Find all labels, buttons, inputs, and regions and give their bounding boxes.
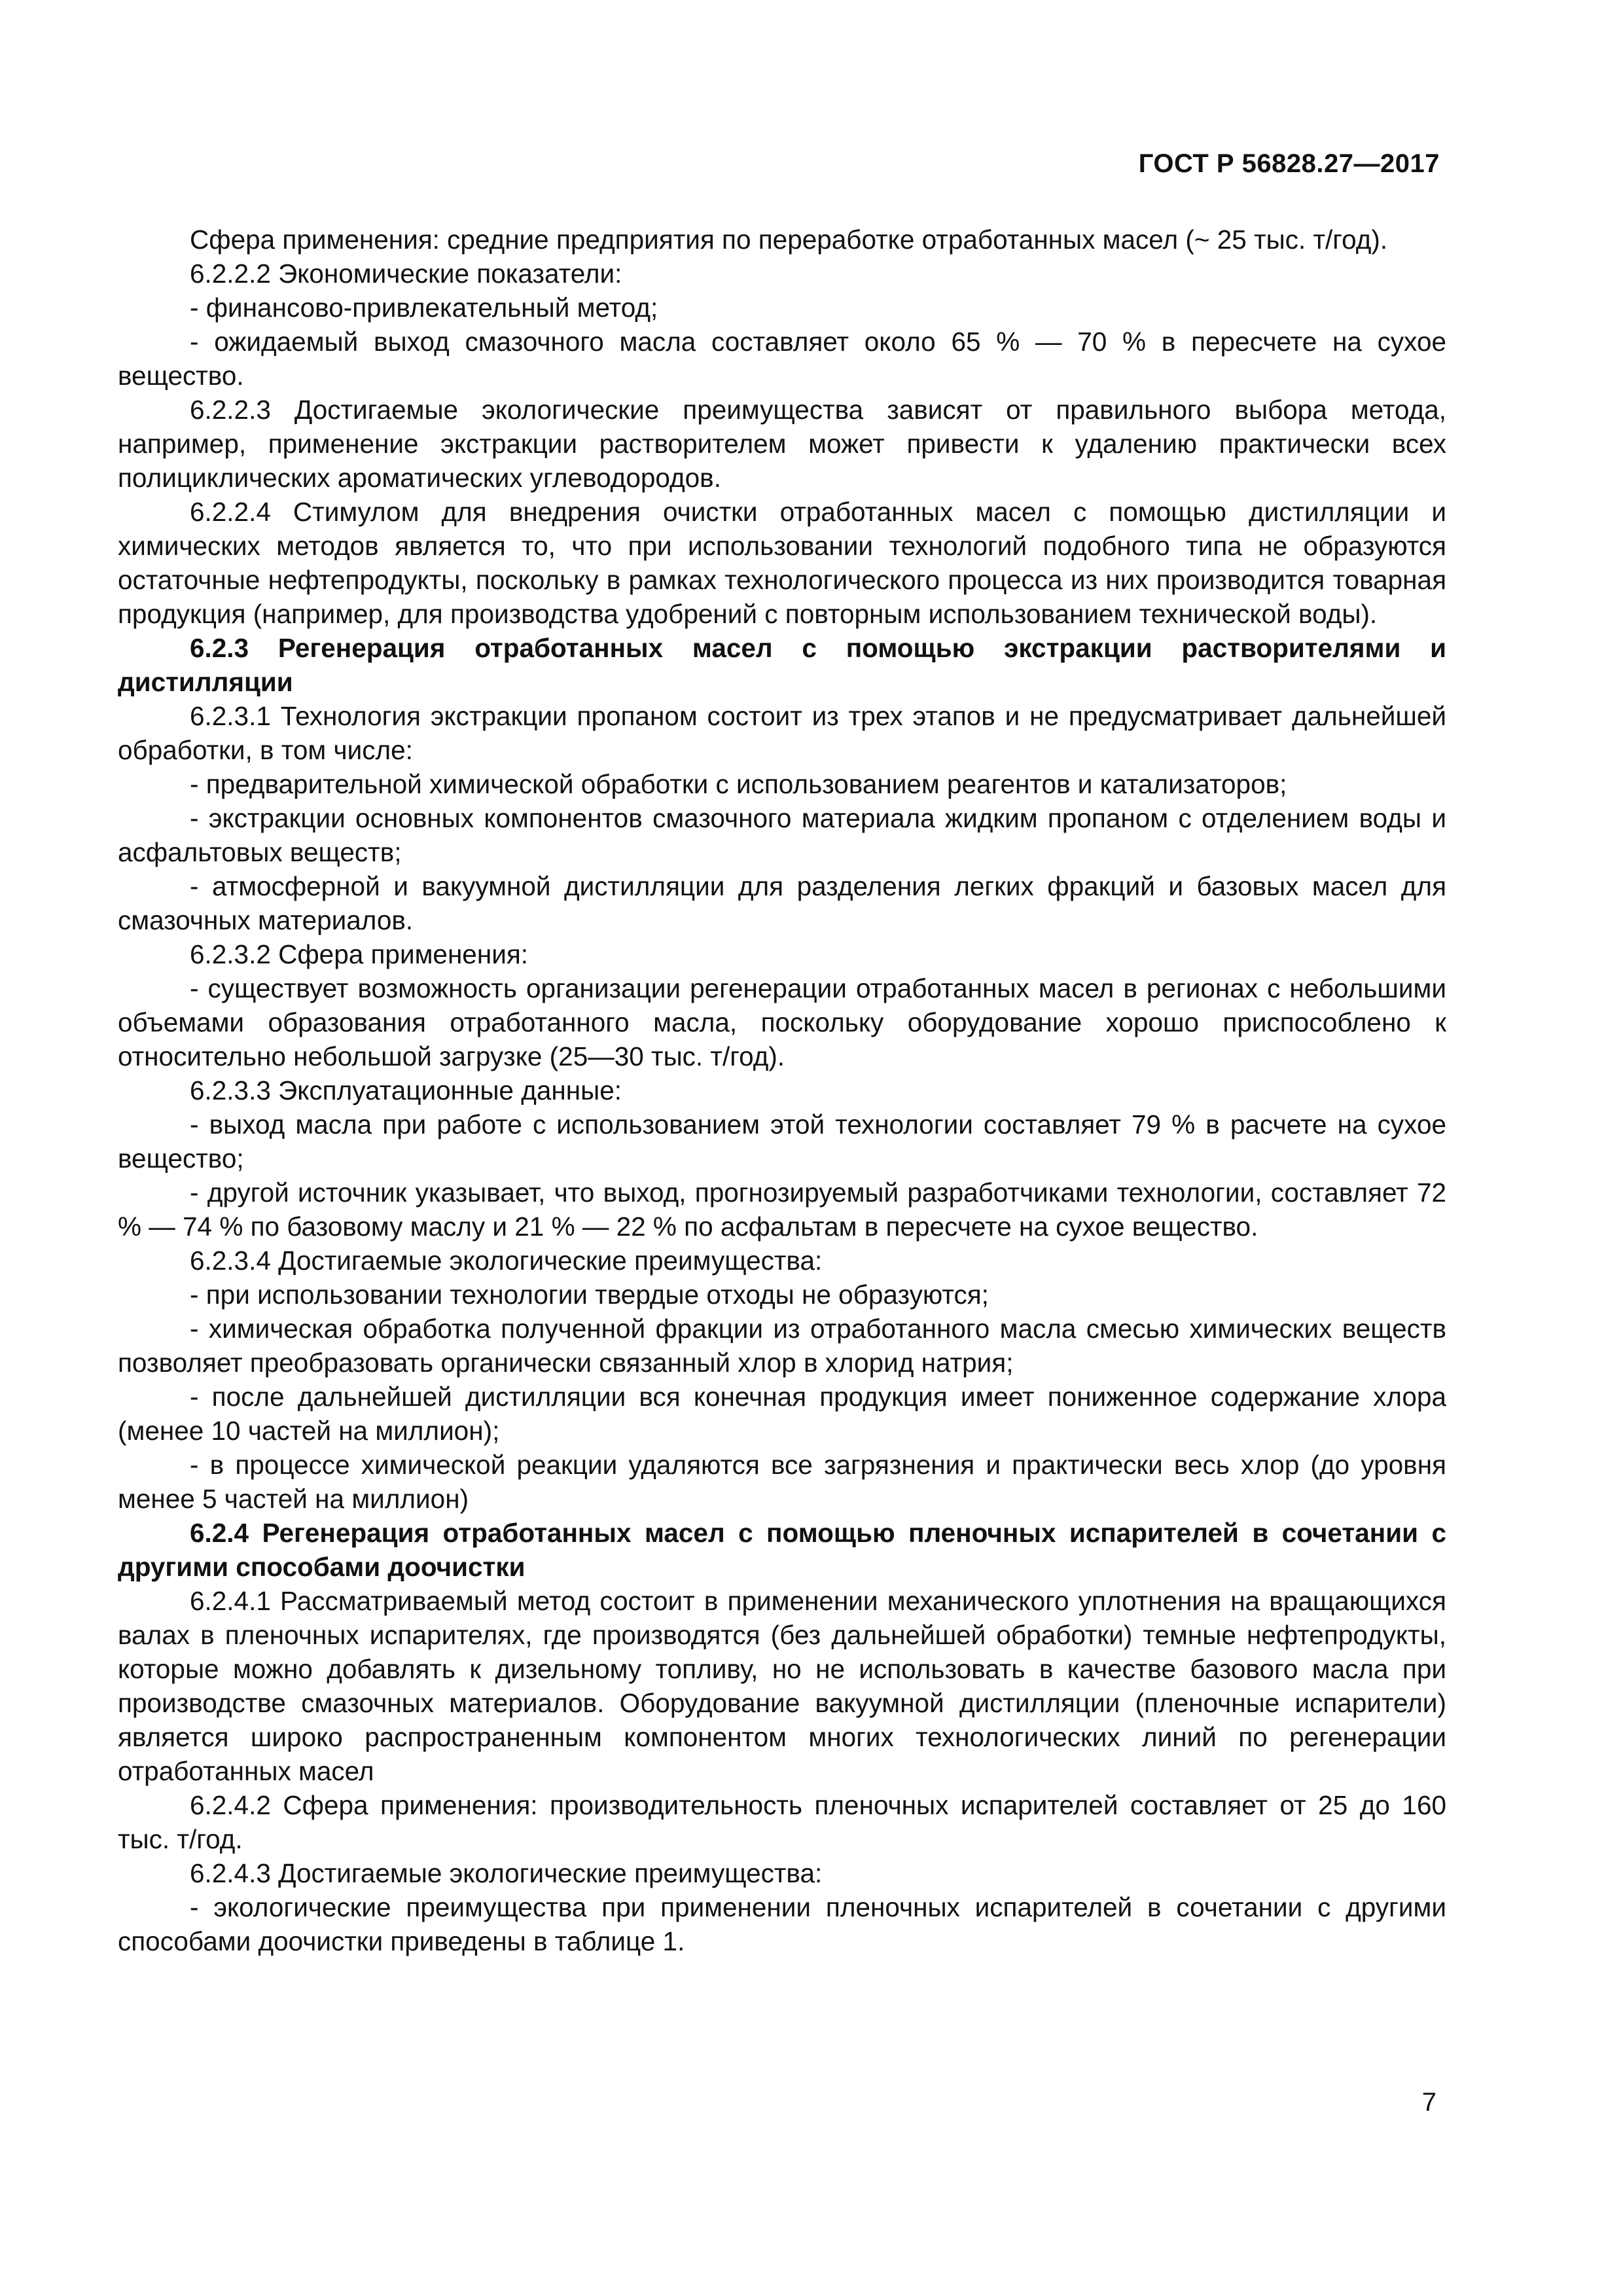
paragraph: - экологические преимущества при применении пленочных испарителей в сочетании с другими способами доочистки приведены в таблице 1.	[118, 1892, 1446, 1956]
paragraph: 6.2.3.4 Достигаемые экологические преимущества:	[190, 1246, 823, 1276]
document-body	[118, 223, 1446, 1958]
paragraph: - химическая обработка полученной фракции из отработанного масла смесью химических веществ позволяет преобразовать органически связанный хлор в хлорид натрия;	[118, 1314, 1446, 1378]
paragraph: 6.2.2.4 Стимулом для внедрения очистки отработанных масел с помощью дистилляции и химических методов является то, что при использовании технологий подобного типа не образуются остаточные нефтепродукты, поскольку в рамках технологического процесса из них производится товарная продукция (например, для производства удобрений с повторным использованием технической воды).	[118, 497, 1446, 629]
paragraph: - существует возможность организации регенерации отработанных масел в регионах с небольшими объемами образования отработанного масла, поскольку оборудование хорошо приспособлено к относительно небольшой загрузке (25—30 тыс. т/год).	[118, 973, 1446, 1071]
paragraph: 6.2.3.3 Эксплуатационные данные:	[190, 1075, 622, 1105]
paragraph: 6.2.4.3 Достигаемые экологические преимущества:	[190, 1858, 823, 1888]
paragraph: - атмосферной и вакуумной дистилляции для разделения легких фракций и базовых масел для смазочных материалов.	[118, 871, 1446, 935]
paragraph: - в процессе химической реакции удаляются все загрязнения и практически весь хлор (до уровня менее 5 частей на миллион)	[118, 1450, 1446, 1514]
paragraph: - после дальнейшей дистилляции вся конечная продукция имеет пониженное содержание хлора (менее 10 частей на миллион);	[118, 1382, 1446, 1446]
paragraph: - экстракции основных компонентов смазочного материала жидким пропаном с отделением воды и асфальтовых веществ;	[118, 803, 1446, 867]
paragraph: 6.2.2.2 Экономические показатели:	[190, 259, 622, 289]
paragraph: 6.2.3.2 Сфера применения:	[190, 939, 529, 969]
section-heading: 6.2.4 Регенерация отработанных масел с помощью пленочных испарителей в сочетании с другими способами доочистки	[118, 1518, 1446, 1582]
paragraph: 6.2.3.1 Технология экстракции пропаном состоит из трех этапов и не предусматривает дальнейшей обработки, в том числе:	[118, 701, 1446, 765]
page-number: 7	[1421, 2088, 1436, 2117]
paragraph: - предварительной химической обработки с использованием реагентов и катализаторов;	[190, 769, 1287, 799]
section-heading: 6.2.3 Регенерация отработанных масел с помощью экстракции растворителями и дистилляции	[118, 633, 1446, 697]
paragraph: - финансово-привлекательный метод;	[190, 293, 658, 323]
paragraph: 6.2.4.2 Сфера применения: производительность пленочных испарителей составляет от 25 до 160 тыс. т/год.	[118, 1790, 1446, 1854]
paragraph: 6.2.2.3 Достигаемые экологические преимущества зависят от правильного выбора метода, например, применение экстракции растворителем может привести к удалению практически всех полициклических ароматических углеводородов.	[118, 395, 1446, 493]
standard-code-header: ГОСТ Р 56828.27—2017	[1138, 149, 1440, 178]
paragraph: - ожидаемый выход смазочного масла составляет около 65 % — 70 % в пересчете на сухое вещество.	[118, 327, 1446, 391]
paragraph: - при использовании технологии твердые отходы не образуются;	[190, 1280, 989, 1310]
paragraph: 6.2.4.1 Рассматриваемый метод состоит в применении механического уплотнения на вращающихся валах в пленочных испарителях, где производятся (без дальнейшей обработки) темные нефтепродукты, которые можно добавлять к дизельному топливу, но не использовать в качестве базового масла при производстве смазочных материалов. Оборудование вакуумной дистилляции (пленочные испарители) является широко распространенным компонентом многих технологических линий по регенерации отработанных масел	[118, 1586, 1446, 1786]
paragraph: Сфера применения: средние предприятия по переработке отработанных масел (~ 25 тыс. т/год).	[190, 224, 1388, 255]
paragraph: - другой источник указывает, что выход, прогнозируемый разработчиками технологии, составляет 72 % — 74 % по базовому маслу и 21 % — 22 % по асфальтам в пересчете на сухое вещество.	[118, 1177, 1446, 1242]
paragraph: - выход масла при работе с использованием этой технологии составляет 79 % в расчете на сухое вещество;	[118, 1109, 1446, 1174]
